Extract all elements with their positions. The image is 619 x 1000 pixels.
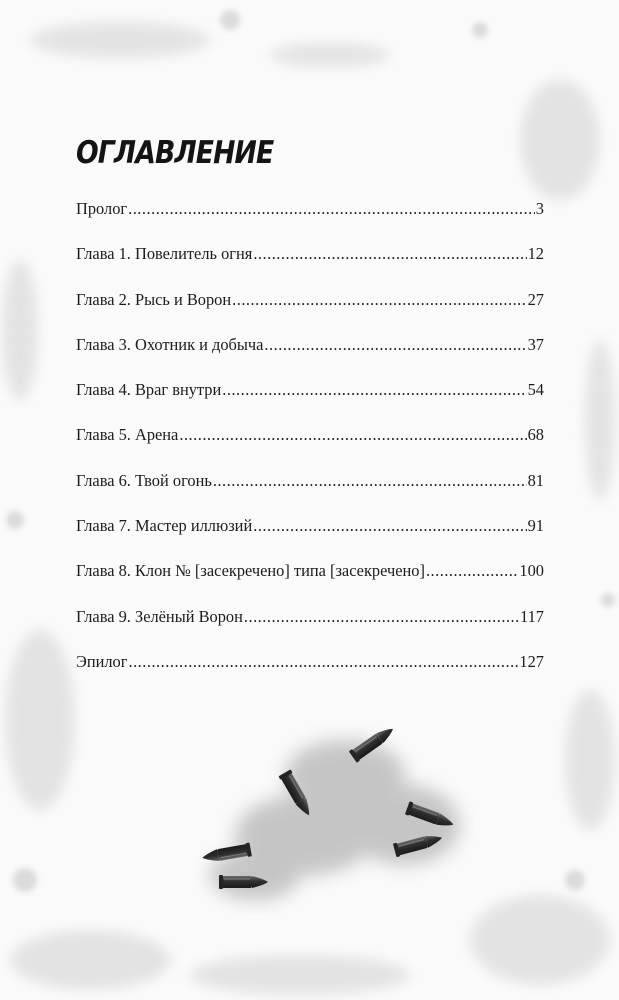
toc-entry-title: Глава 7. Мастер иллюзий — [76, 516, 253, 536]
toc-entry-page: 12 — [527, 244, 544, 264]
toc-entry — [76, 380, 544, 425]
toc-entry-title: Глава 4. Враг внутри — [76, 380, 222, 400]
toc-entry-title: Глава 1. Повелитель огня — [76, 244, 253, 264]
toc-leader-dots — [213, 471, 527, 491]
toc-leader-dots — [222, 380, 526, 400]
toc-entry-page: 81 — [527, 470, 544, 490]
toc-entry-title: Глава 6. Твой огонь — [76, 470, 212, 490]
toc-entry-page: 37 — [527, 334, 544, 354]
toc-entry-title: Пролог — [76, 199, 128, 218]
toc-leader-dots — [128, 652, 518, 672]
toc-entry-page: 54 — [527, 380, 544, 400]
toc-entry-page: 100 — [519, 561, 544, 581]
toc-entry — [76, 244, 544, 289]
toc-entry — [76, 652, 544, 697]
toc-entry-title: Глава 8. Клон № [засекречено] типа [засекречено] — [76, 561, 425, 581]
toc-leader-dots — [179, 425, 526, 445]
toc-entry — [76, 516, 544, 561]
toc-entry-page: 3 — [535, 199, 544, 218]
toc-entry-page: 127 — [519, 651, 544, 671]
toc-entry — [76, 471, 544, 516]
toc-entry — [76, 199, 544, 244]
cartridge-casings-illustration — [195, 715, 475, 915]
toc-entry — [76, 335, 544, 380]
toc-entry-page: 117 — [520, 606, 544, 626]
toc-entry-page: 68 — [527, 425, 544, 445]
toc-entry — [76, 425, 544, 470]
page-title: ОГЛАВЛЕНИЕ — [76, 135, 274, 171]
toc-entry-title: Глава 2. Рысь и Ворон — [76, 289, 232, 309]
toc-leader-dots — [232, 290, 526, 310]
toc-leader-dots — [253, 516, 526, 536]
toc-entry — [76, 561, 544, 606]
toc-entry-title: Глава 3. Охотник и добыча — [76, 334, 264, 354]
toc-entry-page: 91 — [527, 516, 544, 536]
table-of-contents — [76, 199, 544, 697]
toc-leader-dots — [426, 561, 518, 581]
toc-entry — [76, 290, 544, 335]
toc-leader-dots — [264, 335, 526, 355]
toc-leader-dots — [244, 607, 519, 627]
toc-entry — [76, 607, 544, 652]
toc-entry-title: Глава 5. Арена — [76, 425, 179, 445]
toc-entry-title: Эпилог — [76, 651, 128, 671]
toc-entry-page: 27 — [527, 289, 544, 309]
toc-leader-dots — [253, 244, 526, 264]
toc-entry-title: Глава 9. Зелёный Ворон — [76, 606, 243, 626]
toc-leader-dots — [128, 199, 535, 219]
